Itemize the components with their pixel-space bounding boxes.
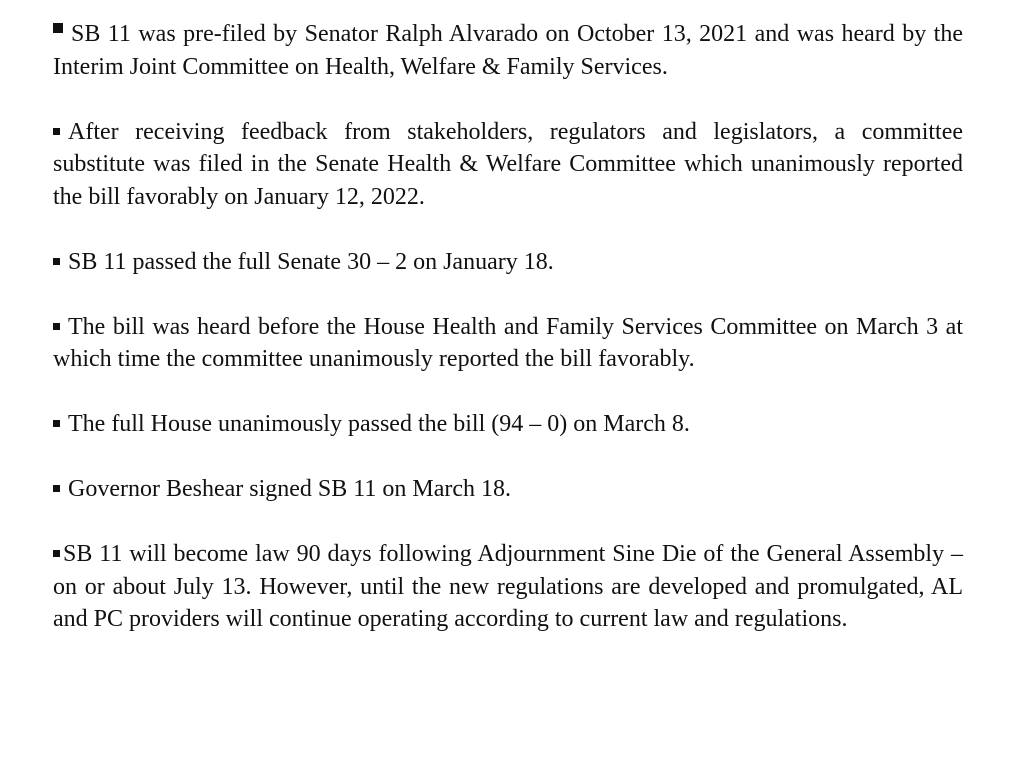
square-bullet-icon (53, 128, 60, 135)
bullet-item (53, 116, 963, 214)
bullet-text: SB 11 will become law 90 days following Adjournment Sine Die of the General Assembly – on or about July 13. However, until the new regulations are developed and promulgated, AL and PC providers will continue operating according to current law and regulations. (53, 541, 963, 632)
square-bullet-icon (53, 550, 60, 557)
square-bullet-icon (53, 258, 60, 265)
bullet-item (53, 246, 963, 279)
bullet-item (53, 473, 963, 506)
square-bullet-icon (53, 23, 63, 33)
bullet-item (53, 538, 963, 636)
bullet-text: The full House unanimously passed the bill (94 – 0) on March 8. (68, 411, 690, 437)
bullet-text: Governor Beshear signed SB 11 on March 18. (68, 476, 512, 502)
square-bullet-icon (53, 485, 60, 492)
bullet-item (53, 18, 963, 83)
bullet-item (53, 311, 963, 376)
bullet-text: After receiving feedback from stakeholders, regulators and legislators, a committee substitute was filed in the Senate Health & Welfare Committee which unanimously reported the bill favorably on January 12, 2022. (53, 118, 963, 210)
bullet-text: SB 11 was pre-filed by Senator Ralph Alvarado on October 13, 2021 and was heard by the Interim Joint Committee on Health, Welfare & Family Services. (53, 21, 963, 80)
bullet-item (53, 408, 963, 441)
square-bullet-icon (53, 420, 60, 427)
bullet-text: The bill was heard before the House Health and Family Services Committee on March 3 at which time the committee unanimously reported the bill favorably. (53, 313, 963, 372)
square-bullet-icon (53, 323, 60, 330)
bullet-text: SB 11 passed the full Senate 30 – 2 on January 18. (68, 248, 554, 275)
slide-content (53, 18, 963, 668)
